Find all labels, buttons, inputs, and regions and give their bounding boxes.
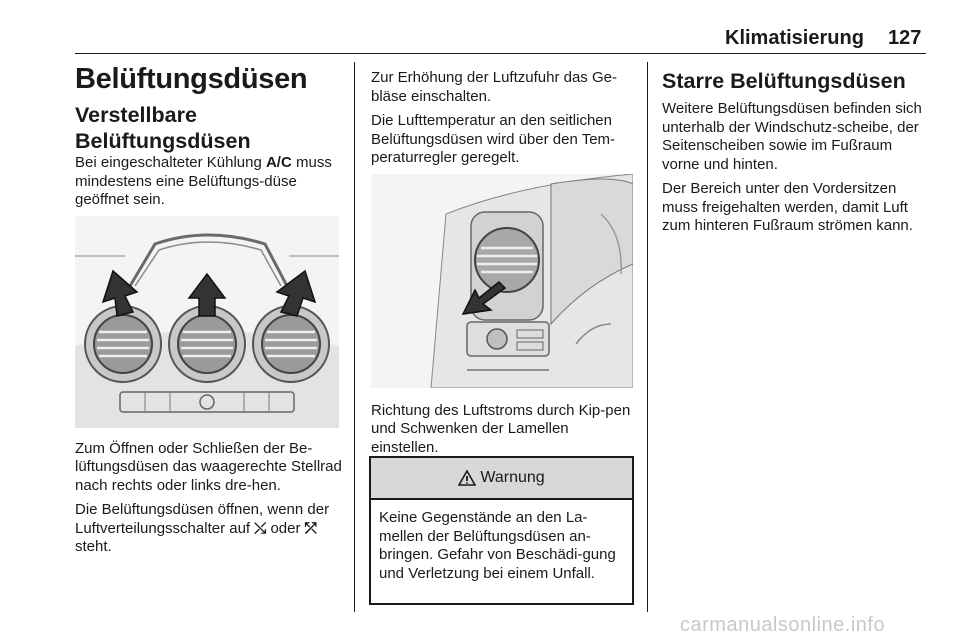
paragraph-temperature: Die Lufttemperatur an den seitlichen Belüftungsdüsen wird über den Tem-peraturregler geregelt. xyxy=(371,112,616,166)
column-2 xyxy=(371,62,633,463)
paragraph-open-close: Zum Öffnen oder Schließen der Be-lüftungsdüsen das waagerechte Stellrad nach rechts oder links dre-hen. xyxy=(75,439,342,494)
warning-header xyxy=(371,458,632,500)
airflow-mode-icon: ⤯ xyxy=(254,519,267,537)
figure-side-vent xyxy=(371,174,633,388)
subsection-title xyxy=(75,102,343,154)
subsection-title-fixed-vents: Starre Belüftungsdüsen xyxy=(662,69,906,93)
warning-title: Warnung xyxy=(480,469,545,486)
warning-box xyxy=(369,456,634,605)
paragraph-blower: Zur Erhöhung der Luftzufuhr das Ge-bläse einschalten. xyxy=(371,69,617,105)
column-3 xyxy=(662,62,930,242)
subsection-title-line2: Belüftungsdüsen xyxy=(75,129,251,153)
page-number: 127 xyxy=(888,27,922,49)
ac-label: A/C xyxy=(265,154,292,171)
header-rule xyxy=(75,53,926,54)
paragraph-fixed-vents: Weitere Belüftungsdüsen befinden sich unterhalb der Windschutz-scheibe, der Seitenscheiben sowie im Fußraum vorne und hinten. xyxy=(662,100,922,173)
text-run: Bei eingeschalteter Kühlung xyxy=(75,154,266,171)
text-run: oder xyxy=(266,519,305,537)
text-run: muss mindestens eine Belüftungs-düse geöffnet sein. xyxy=(75,154,332,208)
paragraph-front-seats: Der Bereich unter den Vordersitzen muss freigehalten werden, damit Luft zum hinteren Fußraum strömen kann. xyxy=(662,180,913,234)
running-header-section: Klimatisierung xyxy=(725,27,864,49)
figure-adjustable-vents xyxy=(75,216,339,428)
warning-text: Keine Gegenstände an den La-mellen der Belüftungsdüsen an-bringen. Gefahr von Beschädi-gung und Verletzung bei einem Unfall. xyxy=(379,509,616,582)
text-run: Die Belüftungsdüsen öffnen, wenn der Luftverteilungsschalter auf xyxy=(75,501,330,537)
airflow-mode-alt-icon: ⤱ xyxy=(304,519,317,537)
paragraph-distribution-switch xyxy=(75,501,343,557)
watermark: carmanualsonline.info xyxy=(680,614,886,636)
section-title: Belüftungsdüsen xyxy=(75,63,308,95)
paragraph-louvres: Richtung des Luftstroms durch Kip-pen und Schwenken der Lamellen einstellen. xyxy=(371,401,631,456)
text-run: steht. xyxy=(75,538,112,555)
subsection-title-line1: Verstellbare xyxy=(75,103,197,127)
column-divider-1 xyxy=(354,62,355,612)
column-1 xyxy=(75,62,343,557)
warning-body xyxy=(371,500,632,583)
warning-triangle-icon xyxy=(458,470,476,486)
paragraph-ac-cooling xyxy=(75,154,343,210)
column-divider-2 xyxy=(647,62,648,612)
